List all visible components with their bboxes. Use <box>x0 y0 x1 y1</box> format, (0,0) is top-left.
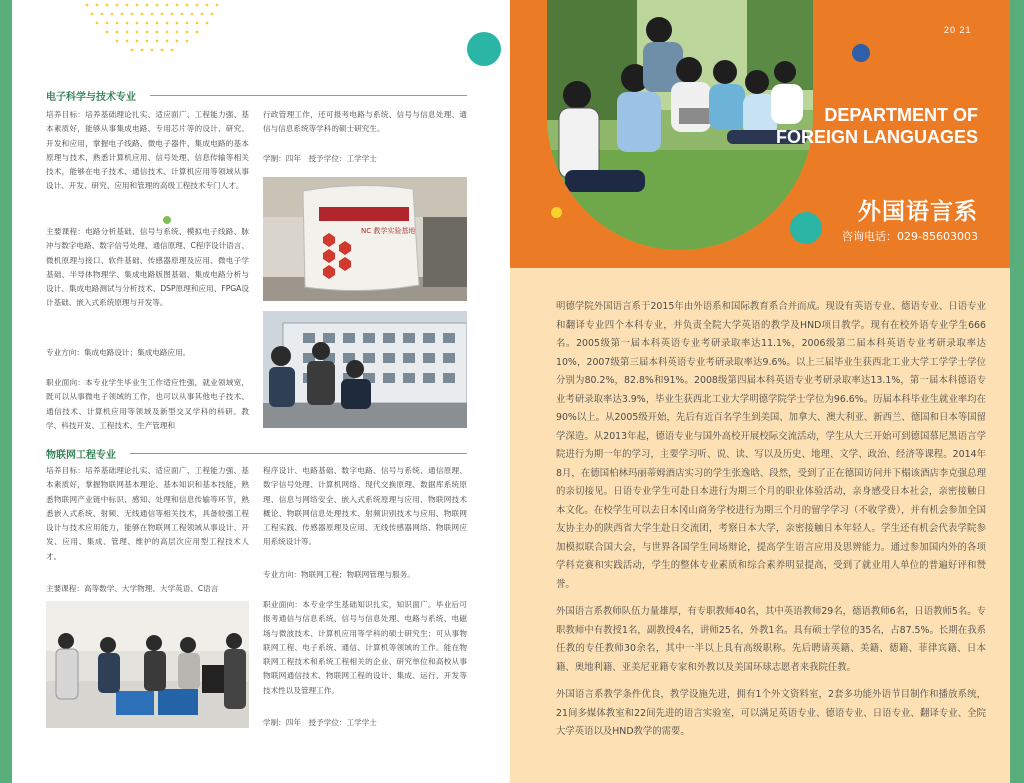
electronics-objective: 培养目标：培养基础理论扎实、适应面广、工程能力强、基本素质好，能够从事集成电路、专用芯片等的设计、研究、开发和应用，掌握电子线路、微电子器件、集成电路的基本原理与技术，熟悉计算机应用、信号处理、信息传输等相关技术，能够在电子技术、通信技术、计算机应用等领域从事设计、开发、研究、应用和管理的高级工程技术专门人才。 <box>46 110 249 191</box>
paragraph-faculty: 外国语言系教师队伍力量雄厚，有专职教师40名，其中英语教师29名，德语教师6名，日语教师5名。专职教师中有教授1名，副教授4名，讲师25名，外教1名。具有硕士学位的35名，占87.5%。长期在我系任教的专任教师30余名，其中一半以上具有高级职称。先后聘请英籍、美籍、德籍、菲律宾籍、日本籍、奥地利籍、亚美尼亚籍专家和外教以及美国环球志愿者来我院任教。 <box>556 606 986 673</box>
electronics-degree: 学制：四年 授予学位：工学学士 <box>263 154 377 163</box>
decorative-teal-dot <box>790 212 822 244</box>
iot-courses-intro: 主要课程：高等数学、大学物理、大学英语、C语言 <box>46 584 219 593</box>
department-chinese-name: 外国语言系 <box>858 199 978 225</box>
electronics-direction: 专业方向：集成电路设计；集成电路应用。 <box>46 348 191 357</box>
lab-sign-text: NC 教学实验基地 <box>361 227 416 235</box>
lab-sign-photo <box>263 177 467 301</box>
iot-lab-photo <box>46 601 249 728</box>
decorative-dots <box>82 0 232 60</box>
section-divider <box>130 453 467 454</box>
electronics-section-title: 电子科学与技术专业 <box>46 92 136 103</box>
iot-direction: 专业方向：物联网工程；物联网管理与服务。 <box>263 570 415 579</box>
decorative-teal-circle <box>467 32 501 66</box>
lab-sign-illustration <box>263 177 467 301</box>
decorative-yellow-dot <box>551 207 562 218</box>
department-english-name: DEPARTMENT OF FOREIGN LANGUAGES <box>775 105 978 147</box>
right-edge-strip <box>1010 0 1024 783</box>
section-divider <box>150 95 467 96</box>
paragraph-overview: 明德学院外国语言系于2015年由外语系和国际教育系合并而成。现设有英语专业、德语专业、日语专业和翻译专业四个本科专业，并负责全院大学英语的教学及HND项目教学。现有在校外语专业学生666名。2005级第一届本科英语专业考研录取率达11.1%，2006级第二届本科英语专业考研录取率达10%，2007级第三届本科英语专业考研录取率达9.6%。以上三届毕业生获西北工业大学工学学士学位分别为80.2%，82.8%和91%。2008级第四届本科英语专业考研录取率达13.1%，第一届本科德语专业考研录取率达3.9%，毕业生获西北工业大学明德学院学士学位为96.6%。历届本科毕业生就业率均在90%以上。从2005级开始，先后有近百名学生到美国、加拿大、澳大利亚、新西兰、德国和日本等国留学深造。从2013年起，德语专业与国外高校开展校际交流活动，学生从大三开始可到德国慕尼黑语言学院进行为期一年的学习，主要学习听、说、读、写以及历史、地理、文学、政治、经济等课程。2014年8月，在德国柏林玛丽蒂姆酒店实习的学生张逸晗、段然，受到了正在德国访问并下榻该酒店李克强总理的亲切接见。日语专业学生可赴日本进行为期三个月的职业体验活动，亲身感受日本社会，亲密接触日本文化。在校学生可以去日本冈山商务学校进行为期三个月的留学学习（不收学费），并有机会参加全国友协主办的陕西省大学生赴日交流团，考察日本大学，亲密接触日本年轻人。学生还有机会代表学院参加模拟联合国大会，与世界各国学生同场辩论，提高学生语言应用及思辨能力。通过参加国内外的各项学科竞赛和实践活动，学生的整体专业素质和综合素养明显提高，受到了就业用人单位的普遍好评和赞誉。 <box>556 301 986 590</box>
iot-courses: 程序设计、电路基础、数字电路、信号与系统、通信原理、数字信号处理、计算机网络、现代交换原理、数据库系统原理、信息与网络安全、嵌入式系统原理与应用、物联网技术概论、物联网信息处理技术、射频识别技术与应用、物联网工程实践、传感器原理及应用、无线传感器网络、物联网应用系统设计等。 <box>263 466 467 547</box>
department-description <box>556 298 986 751</box>
left-edge-strip <box>0 0 12 783</box>
iot-lab-illustration <box>46 601 249 728</box>
page-number: 20 21 <box>944 25 972 35</box>
electronics-courses: 主要课程：电路分析基础、信号与系统、模拟电子线路、脉冲与数字电路、数字信号处理、通信原理、C程序设计语言、微机原理与接口、软件基础、传感器原理及应用、微电子学基础、半导体物理学、集成电路版图基础、集成电路分析与设计、集成电路测试与分析技术、DSP原理和应用、FPGA设计基础、嵌入式系统原理与开发等。 <box>46 227 249 308</box>
iot-career: 职业面向：本专业学生基础知识扎实，知识面广。毕业后可报考通信与信息系统、信号与信息处理、电路与系统、电磁场与微波技术、计算机应用等学科的硕士研究生；可从事物联网工程、电子系统、通信、计算机等领域的工作。能在物联网工程技术和系统工程相关的企业、研究单位和高校从事物联网通信技术、物联网工程的设计、集成、运行、开发等技术性以及管理工作。 <box>263 600 467 695</box>
decorative-green-dot <box>163 216 171 224</box>
lab-workbench-illustration <box>263 311 467 428</box>
iot-degree: 学制：四年 授予学位：工学学士 <box>263 718 377 727</box>
iot-section-title: 物联网工程专业 <box>46 450 116 461</box>
electronics-career-cont: 行政管理工作，还可报考电路与系统、信号与信息处理、通信与信息系统等学科的硕士研究生。 <box>263 110 467 134</box>
decorative-blue-dot <box>852 44 870 62</box>
electronics-career: 职业面向：本专业学生毕业生工作适应性强，就业领域宽，既可以从事微电子领域的工作，也可以从事其他电子技术、通信技术、计算机应用等领域及新型交叉学科的科研、教学、科技开发、工程技术、生产管理和 <box>46 378 249 430</box>
lab-workbench-photo <box>263 311 467 428</box>
paragraph-facilities: 外国语言系教学条件优良，教学设施先进，拥有1个外文资料室，2套多功能外语节目制作和播放系统，21间多媒体教室和22间先进的语言实验室，可以满足英语专业、德语专业、日语专业、翻译专业、全院大学英语以及HND教学的需要。 <box>556 689 986 737</box>
iot-objective: 培养目标：培养基础理论扎实、适应面广、工程能力强、基本素质好，掌握物联网基本理论、基本知识和基本技能，熟悉物联网产业链中标识、感知、处理和信息传输等环节，熟悉嵌入式系统、射频、无线通信等相关技术，具备较强工程设计与技术应用能力，能够在物联网工程领域从事设计、开发、应用、集成、管理、维护的高层次应用型工程技术人才。 <box>46 466 249 561</box>
consultation-phone: 咨询电话：029-85603003 <box>842 230 978 243</box>
